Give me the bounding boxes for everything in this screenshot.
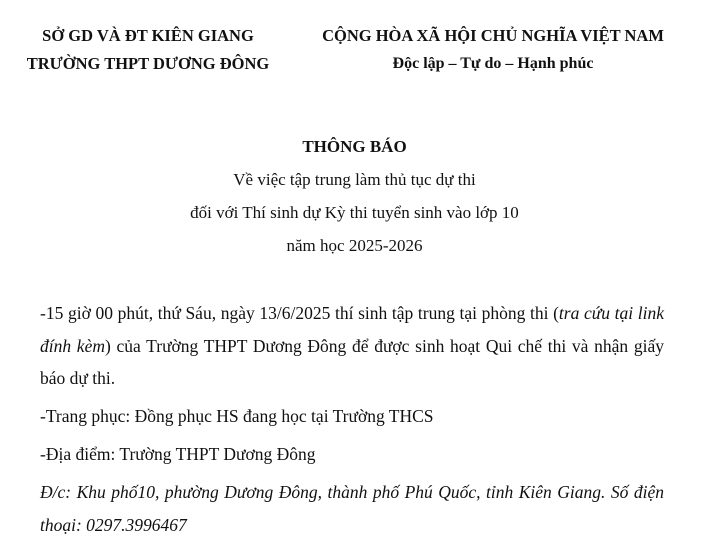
lookup-link-note: tra cứu tại link đính kèm bbox=[40, 303, 665, 356]
notice-subtitle-3: năm học 2025-2026 bbox=[286, 236, 423, 255]
schedule-text-start: -15 giờ 00 phút, thứ Sáu, ngày 13/6/2025 thí sinh tập trung tại phòng thi ( bbox=[40, 303, 559, 323]
national-header bbox=[300, 22, 686, 78]
national-title: CỘNG HÒA XÃ HỘI CHỦ NGHĨA VIỆT NAM bbox=[322, 26, 664, 45]
address-paragraph: Đ/c: Khu phố10, phường Dương Đông, thành phố Phú Quốc, tỉnh Kiên Giang. Số điện thoại: 0297.3996467 bbox=[40, 481, 664, 535]
school-name: TRƯỜNG THPT DƯƠNG ĐÔNG bbox=[26, 54, 270, 73]
venue-paragraph: -Địa điểm: Trường THPT Dương Đông bbox=[40, 443, 316, 464]
notice-title: THÔNG BÁO bbox=[302, 137, 407, 156]
notice-body bbox=[40, 297, 664, 542]
dress-code-paragraph: -Trang phục: Đồng phục HS đang học tại Trường THCS bbox=[40, 405, 434, 426]
notice-subtitle-1: Về việc tập trung làm thủ tục dự thi bbox=[233, 170, 476, 189]
schedule-text-end: ) của Trường THPT Dương Đông để được sinh hoạt Qui chế thi và nhận giấy báo dự thi. bbox=[40, 335, 664, 388]
notice-heading bbox=[0, 130, 709, 262]
issuer-header bbox=[8, 22, 288, 78]
department-name: SỞ GD VÀ ĐT KIÊN GIANG bbox=[42, 26, 254, 45]
notice-subtitle-2: đối với Thí sinh dự Kỳ thi tuyển sinh vào lớp 10 bbox=[190, 203, 519, 222]
national-motto: Độc lập – Tự do – Hạnh phúc bbox=[392, 55, 594, 72]
schedule-paragraph bbox=[40, 297, 664, 395]
